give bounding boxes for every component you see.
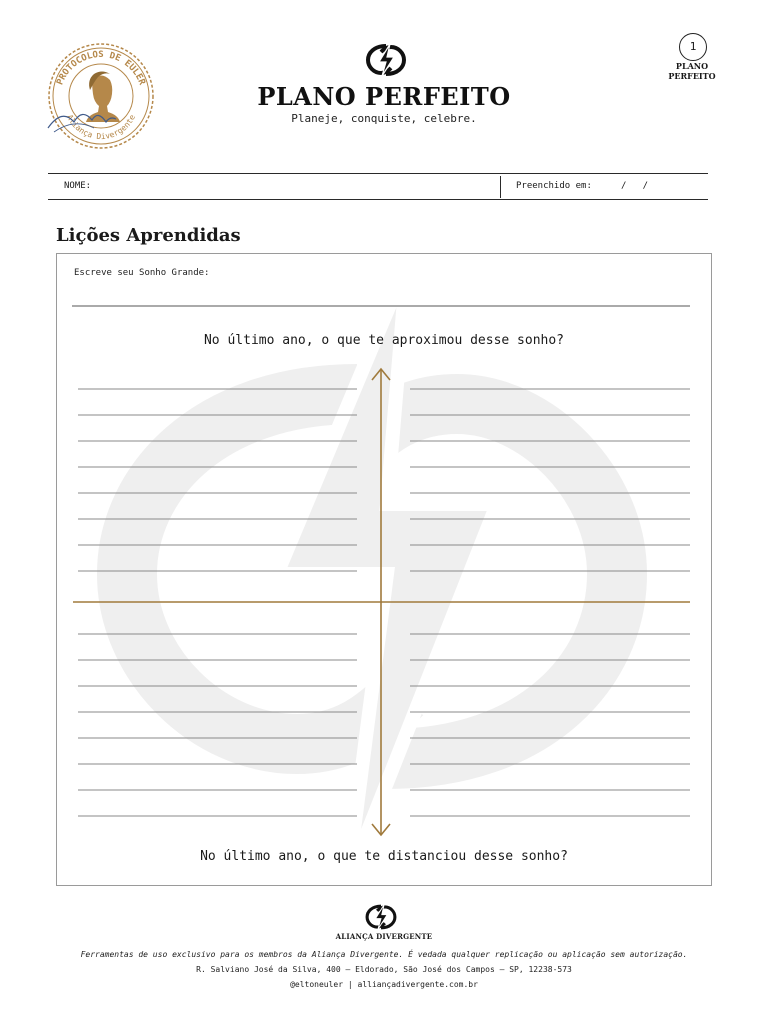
dream-field-label: Escreve seu Sonho Grande: xyxy=(74,268,210,278)
page-subtitle: Planeje, conquiste, celebre. xyxy=(291,112,477,125)
date-field[interactable]: / / xyxy=(621,181,649,191)
question-approached: No último ano, o que te aproximou desse sonho? xyxy=(203,333,565,348)
footer-contact: @eltoneuler | alliançadivergente.com.br xyxy=(290,980,478,989)
svg-text:PROTOCOLOS DE EULER: PROTOCOLOS DE EULER xyxy=(55,50,147,87)
section-title: Lições Aprendidas xyxy=(56,225,241,246)
footer-notice: Ferramentas de uso exclusivo para os membros da Aliança Divergente. É vedada qualquer replicação ou aplicação sem autorização. xyxy=(80,950,688,959)
svg-text:Aliança Divergente: Aliança Divergente xyxy=(64,113,138,142)
footer-address: R. Salviano José da Silva, 400 – Eldorado, São José dos Campos – SP, 12238-573 xyxy=(196,965,572,974)
page-number-badge: 1 xyxy=(679,33,707,61)
question-distanced: No último ano, o que te distanciou desse sonho? xyxy=(200,849,568,864)
page-badge-label: PLANO PERFEITO xyxy=(668,61,716,81)
footer-brand: ALIANÇA DIVERGENTE xyxy=(335,932,433,941)
filled-date-label: Preenchido em: xyxy=(516,181,592,191)
footer-logo-icon xyxy=(364,903,398,931)
page-title: PLANO PERFEITO xyxy=(257,82,511,111)
name-field-label: NOME: xyxy=(64,181,92,191)
